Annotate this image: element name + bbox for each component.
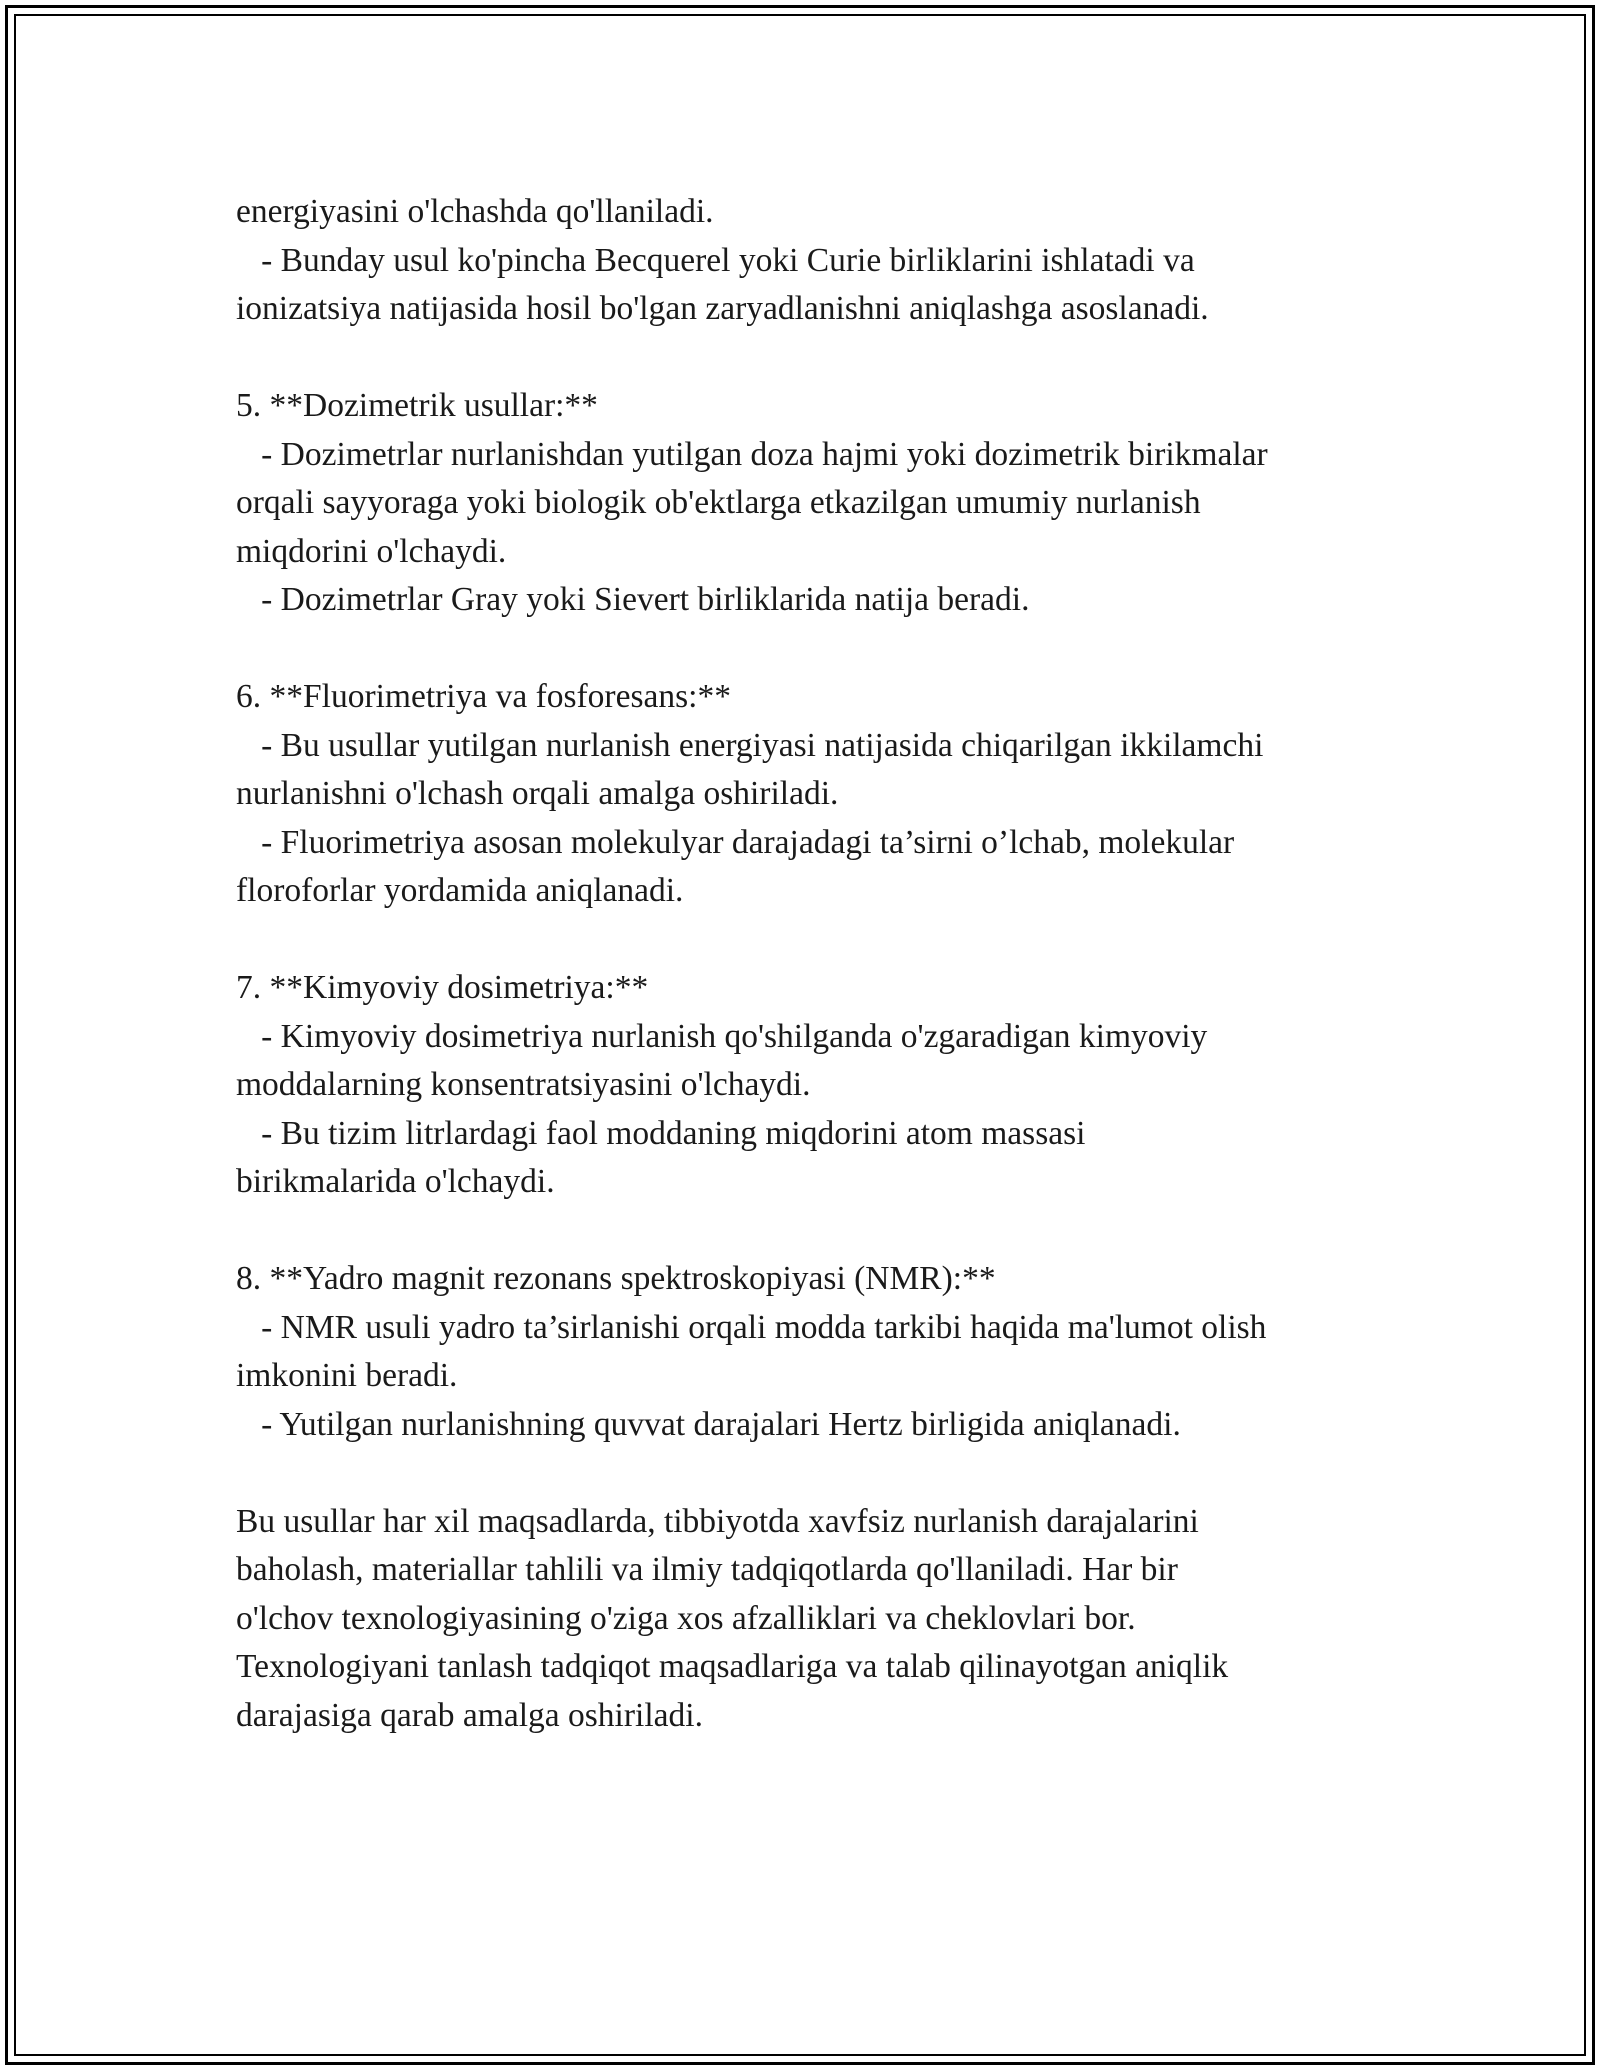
text-line: miqdorini o'lchaydi. xyxy=(236,532,507,570)
text-line: Bu usullar har xil maqsadlarda, tibbiyotda xavfsiz nurlanish darajalarini xyxy=(236,1502,1199,1540)
paragraph-gap xyxy=(236,1449,1416,1498)
paragraph-gap xyxy=(236,1207,1416,1256)
text-line: - Bu tizim litrlardagi faol moddaning miqdorini atom massasi xyxy=(236,1114,1086,1152)
text-line: - Fluorimetriya asosan molekulyar darajadagi ta’sirni o’lchab, molekular xyxy=(236,823,1235,861)
text-line: baholash, materiallar tahlili va ilmiy tadqiqotlarda qo'llaniladi. Har bir xyxy=(236,1551,1178,1588)
document-body xyxy=(236,188,1416,1740)
paragraph-gap xyxy=(236,916,1416,965)
section-fluorimetriya xyxy=(236,673,1416,916)
text-line: ionizatsiya natijasida hosil bo'lgan zaryadlanishni aniqlashga asoslanadi. xyxy=(236,290,1209,327)
text-line: - Dozimetrlar Gray yoki Sievert birliklarida natija beradi. xyxy=(236,581,1030,618)
text-line: Texnologiyani tanlash tadqiqot maqsadlariga va talab qilinayotgan aniqlik xyxy=(236,1648,1229,1685)
text-line: o'lchov texnologiyasining o'ziga xos afzalliklari va cheklovlari bor. xyxy=(236,1599,1136,1637)
section-nmr xyxy=(236,1255,1416,1449)
text-line: - Yutilgan nurlanishning quvvat darajalari Hertz birligida aniqlanadi. xyxy=(236,1405,1181,1443)
text-line: floroforlar yordamida aniqlanadi. xyxy=(236,872,684,909)
text-line: darajasiga qarab amalga oshiriladi. xyxy=(236,1696,703,1734)
text-line: - NMR usuli yadro ta’sirlanishi orqali modda tarkibi haqida ma'lumot olish xyxy=(236,1308,1267,1346)
text-line: birikmalarida o'lchaydi. xyxy=(236,1163,555,1200)
paragraph-gap xyxy=(236,334,1416,383)
text-line: - Dozimetrlar nurlanishdan yutilgan doza hajmi yoki dozimetrik birikmalar xyxy=(236,435,1268,473)
section-heading: 6. **Fluorimetriya va fosforesans:** xyxy=(236,678,731,715)
text-line: - Kimyoviy dosimetriya nurlanish qo'shilganda o'zgaradigan kimyoviy xyxy=(236,1017,1208,1055)
text-line: nurlanishni o'lchash orqali amalga oshiriladi. xyxy=(236,775,839,812)
section-dozimetrik-usullar xyxy=(236,382,1416,625)
text-line: - Bunday usul ko'pincha Becquerel yoki Curie birliklarini ishlatadi va xyxy=(236,241,1195,279)
text-line: moddalarning konsentratsiyasini o'lchaydi. xyxy=(236,1066,811,1103)
section-heading: 7. **Kimyoviy dosimetriya:** xyxy=(236,969,649,1006)
section-kimyoviy-dosimetriya xyxy=(236,964,1416,1207)
text-line: orqali sayyoraga yoki biologik ob'ektlarga etkazilgan umumiy nurlanish xyxy=(236,484,1201,521)
section-heading: 8. **Yadro magnit rezonans spektroskopiyasi (NMR):** xyxy=(236,1260,996,1297)
continuation-paragraph xyxy=(236,188,1416,334)
text-line: imkonini beradi. xyxy=(236,1357,458,1394)
conclusion-paragraph xyxy=(236,1498,1416,1741)
text-line: energiyasini o'lchashda qo'llaniladi. xyxy=(236,193,714,230)
paragraph-gap xyxy=(236,625,1416,674)
text-line: - Bu usullar yutilgan nurlanish energiyasi natijasida chiqarilgan ikkilamchi xyxy=(236,726,1264,764)
section-heading: 5. **Dozimetrik usullar:** xyxy=(236,387,598,424)
